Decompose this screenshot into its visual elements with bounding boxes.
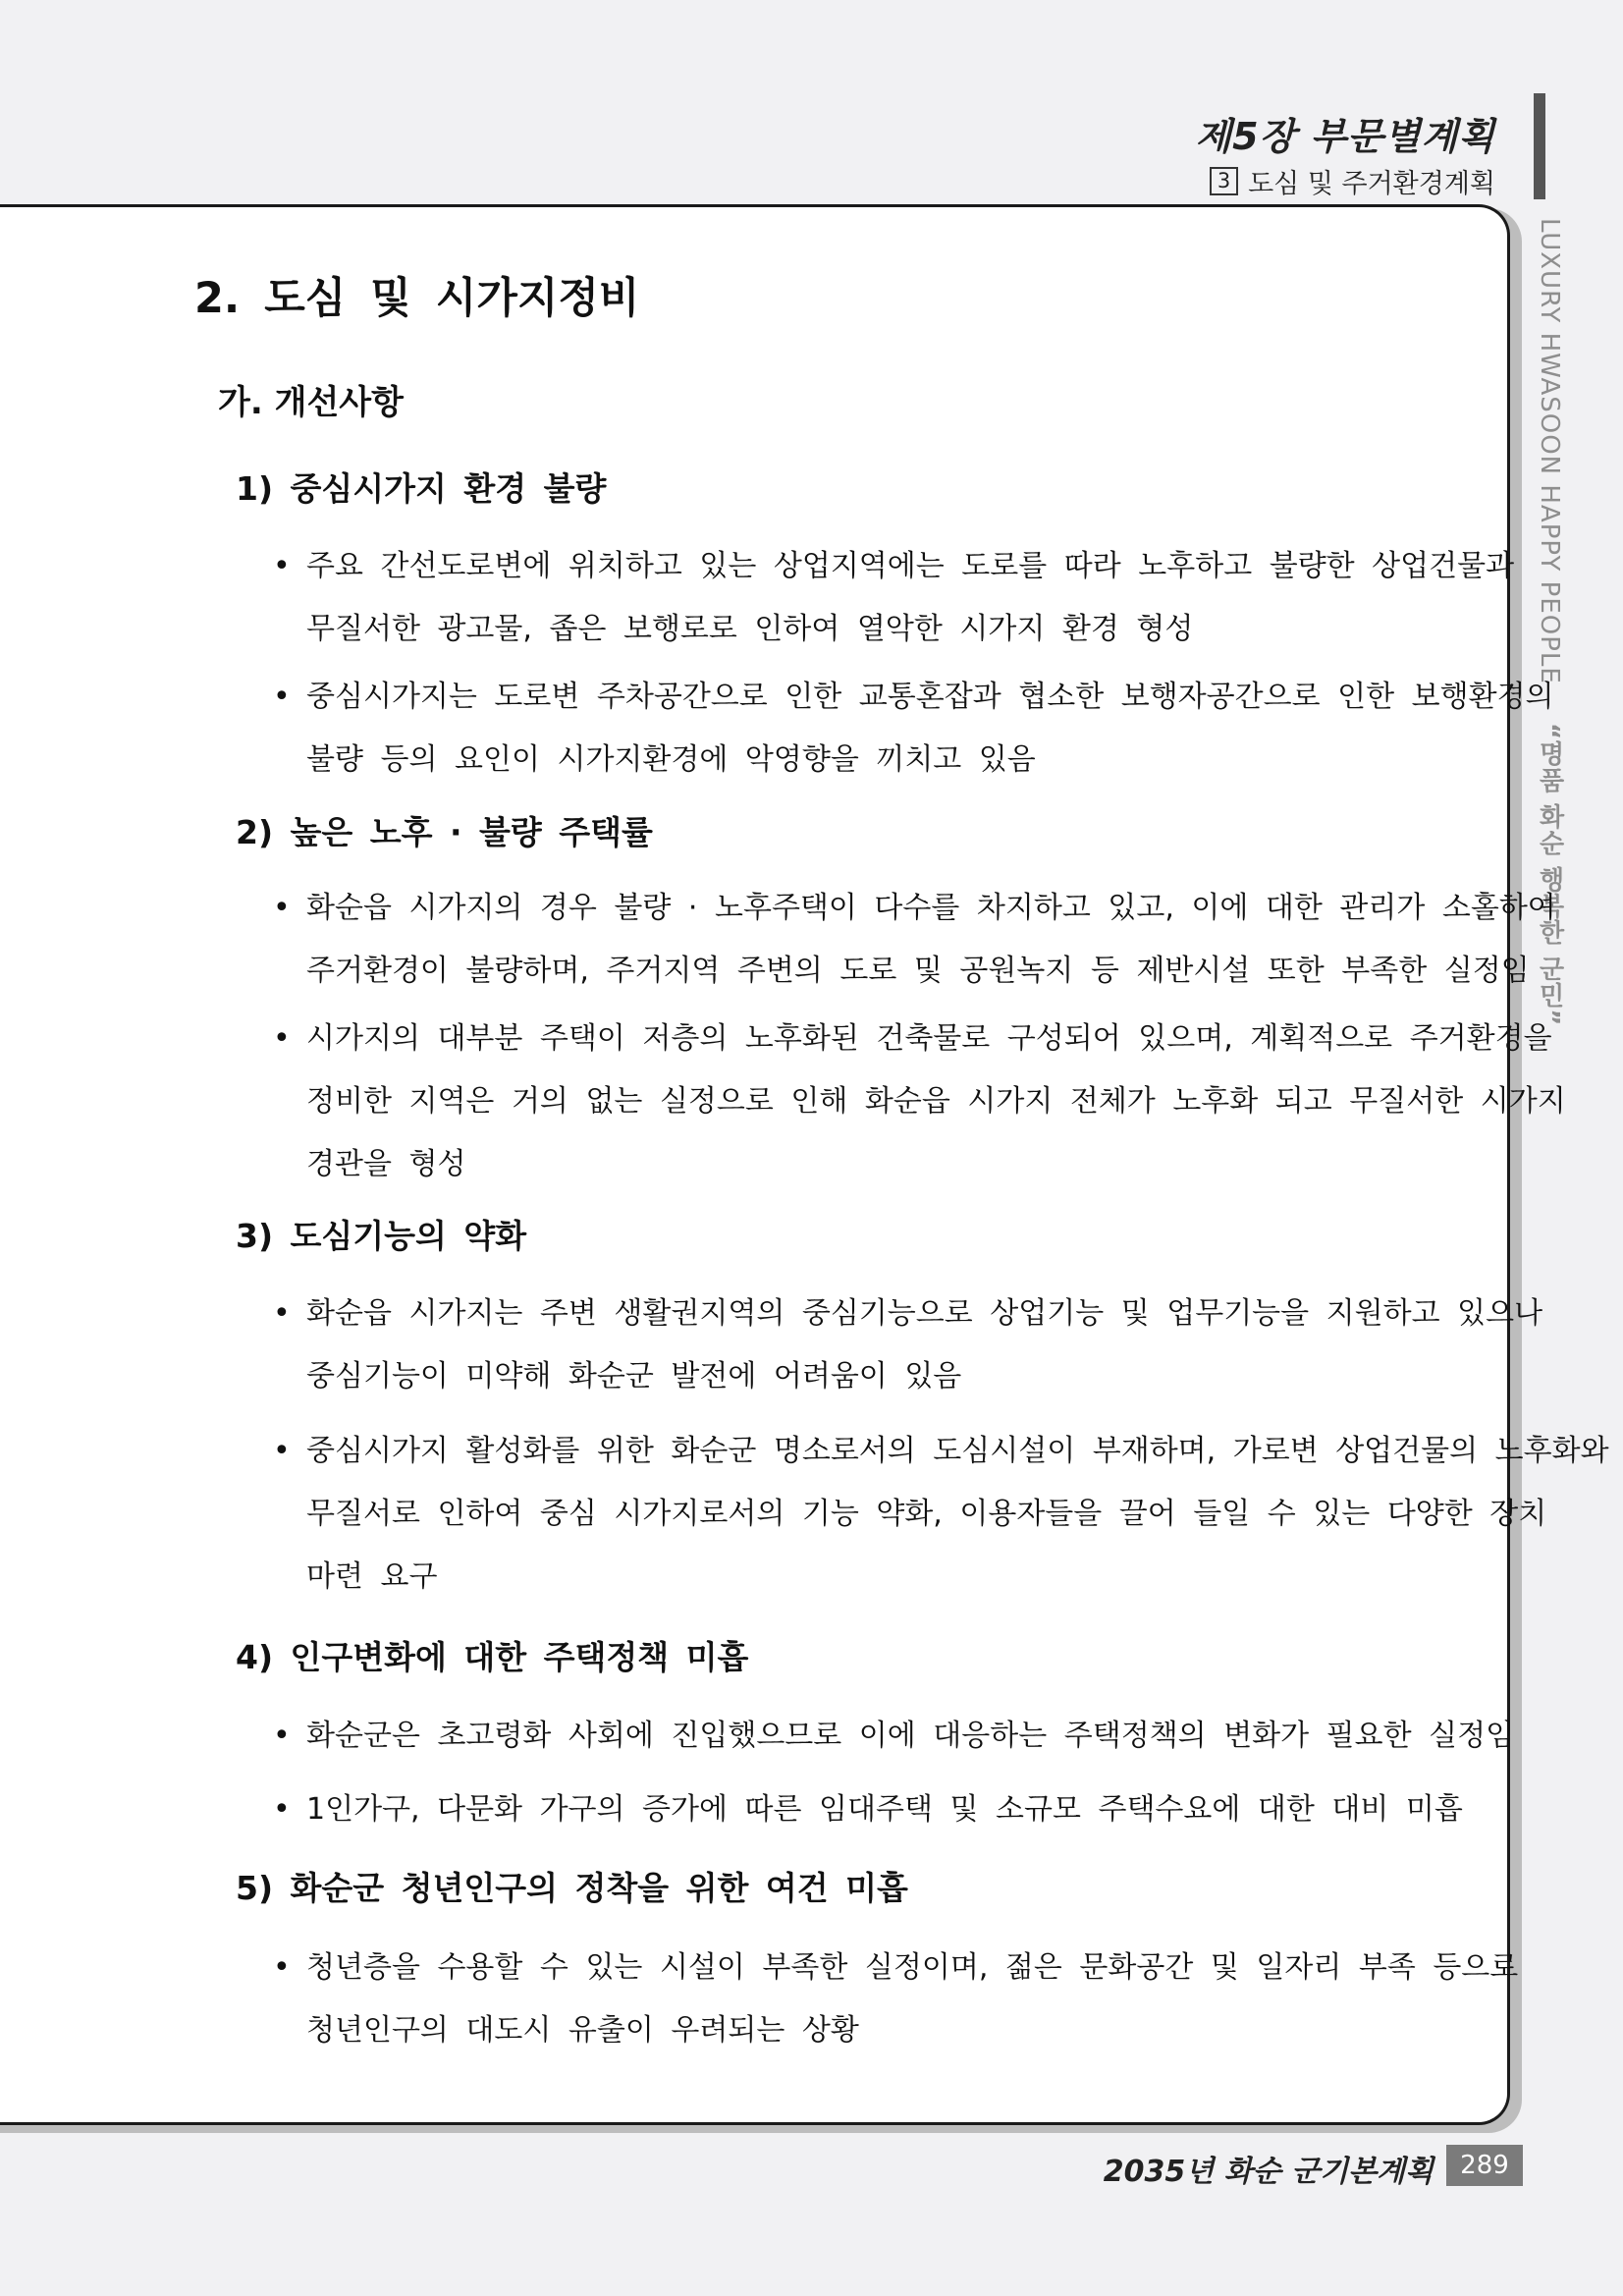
section-heading: 2) 높은 노후 · 불량 주택률 <box>236 813 653 851</box>
section-heading: 5) 화순군 청년인구의 정착을 위한 여건 미흡 <box>236 1869 908 1907</box>
bullet-line: 화순읍 시가지의 경우 불량 · 노후주택이 다수를 차지하고 있고, 이에 대한 관리가 소홀하여 <box>306 891 1556 925</box>
bullet-line: 주요 간선도로변에 위치하고 있는 상업지역에는 도로를 따라 노후하고 불량한 상업건물과 <box>306 549 1515 583</box>
bullet-item <box>273 1705 1515 1768</box>
bullet-line: 화순군은 초고령화 사회에 진입했으므로 이에 대응하는 주택정책의 변화가 필요한 실정임 <box>306 1719 1515 1753</box>
bullet-item <box>273 1937 1519 2062</box>
bullet-item <box>273 1778 1463 1841</box>
bullet-line: 청년인구의 대도시 유출이 우려되는 상황 <box>306 2013 859 2048</box>
main-title: 2. 도심 및 시가지정비 <box>194 274 640 323</box>
bullet-line: 정비한 지역은 거의 없는 실정으로 인해 화순읍 시가지 전체가 노후화 되고 무질서한 시가지 <box>306 1084 1566 1119</box>
section-heading: 1) 중심시가지 환경 불량 <box>236 469 607 508</box>
bullet-dot-icon: • <box>273 891 291 925</box>
section-title: 도심 및 주거환경계획 <box>1248 169 1495 199</box>
bullet-line: 1인가구, 다문화 가구의 증가에 따른 임대주택 및 소규모 주택수요에 대한 대비 미흡 <box>306 1792 1463 1827</box>
footer-title: 2035년 화순 군기본계획 <box>1103 2155 1434 2189</box>
bullet-dot-icon: • <box>273 1719 291 1753</box>
subtitle: 가. 개선사항 <box>218 383 404 422</box>
bullet-item <box>273 1283 1543 1408</box>
bullet-line: 화순읍 시가지는 주변 생활권지역의 중심기능으로 상업기능 및 업무기능을 지원하고 있으나 <box>306 1296 1543 1331</box>
bullet-item <box>273 666 1554 792</box>
page-number: 289 <box>1446 2145 1523 2186</box>
slogan-korean: “명품 화순 행복한 군민” <box>1535 723 1564 1027</box>
bullet-line: 불량 등의 요인이 시가지환경에 악영향을 끼치고 있음 <box>306 742 1036 777</box>
bullet-dot-icon: • <box>273 680 291 714</box>
bullet-dot-icon: • <box>273 1792 291 1827</box>
section-number: 3 <box>1210 167 1238 195</box>
slogan-english: LUXURY HWASOON HAPPY PEOPLE <box>1535 218 1564 684</box>
bullet-line: 청년층을 수용할 수 있는 시설이 부족한 실정이며, 젊은 문화공간 및 일자리 부족 등으로 <box>306 1950 1519 1985</box>
bullet-item <box>273 1420 1609 1609</box>
bullet-line: 마련 요구 <box>306 1559 438 1594</box>
header-bar <box>1534 93 1545 199</box>
bullet-line: 주거환경이 불량하며, 주거지역 주변의 도로 및 공원녹지 등 제반시설 또한 부족한 실정임 <box>306 954 1530 988</box>
bullet-line: 무질서한 광고물, 좁은 보행로로 인하여 열악한 시가지 환경 형성 <box>306 612 1194 646</box>
bullet-dot-icon: • <box>273 549 291 583</box>
bullet-line: 무질서로 인하여 중심 시가지로서의 기능 약화, 이용자들을 끌어 들일 수 있는 다양한 장치 <box>306 1497 1547 1531</box>
bullet-line: 시가지의 대부분 주택이 저층의 노후화된 건축물로 구성되어 있으며, 계획적으로 주거환경을 <box>306 1021 1552 1056</box>
bullet-item <box>273 1008 1566 1196</box>
bullet-dot-icon: • <box>273 1296 291 1331</box>
section-heading: 4) 인구변화에 대한 주택정책 미흡 <box>236 1638 749 1676</box>
bullet-dot-icon: • <box>273 1434 291 1468</box>
bullet-line: 중심시가지는 도로변 주차공간으로 인한 교통혼잡과 협소한 보행자공간으로 인한 보행환경의 <box>306 680 1554 714</box>
bullet-line: 중심시가지 활성화를 위한 화순군 명소로서의 도심시설이 부재하며, 가로변 상업건물의 노후화와 <box>306 1434 1609 1468</box>
chapter-title: 제5장 부문별계획 <box>1195 115 1495 158</box>
bullet-dot-icon: • <box>273 1950 291 1985</box>
bullet-item <box>273 535 1515 661</box>
bullet-dot-icon: • <box>273 1021 291 1056</box>
bullet-line: 중심기능이 미약해 화순군 발전에 어려움이 있음 <box>306 1359 962 1394</box>
section-header <box>1210 162 1495 200</box>
bullet-line: 경관을 형성 <box>306 1147 466 1181</box>
bullet-item <box>273 877 1556 1003</box>
section-heading: 3) 도심기능의 약화 <box>236 1217 527 1255</box>
